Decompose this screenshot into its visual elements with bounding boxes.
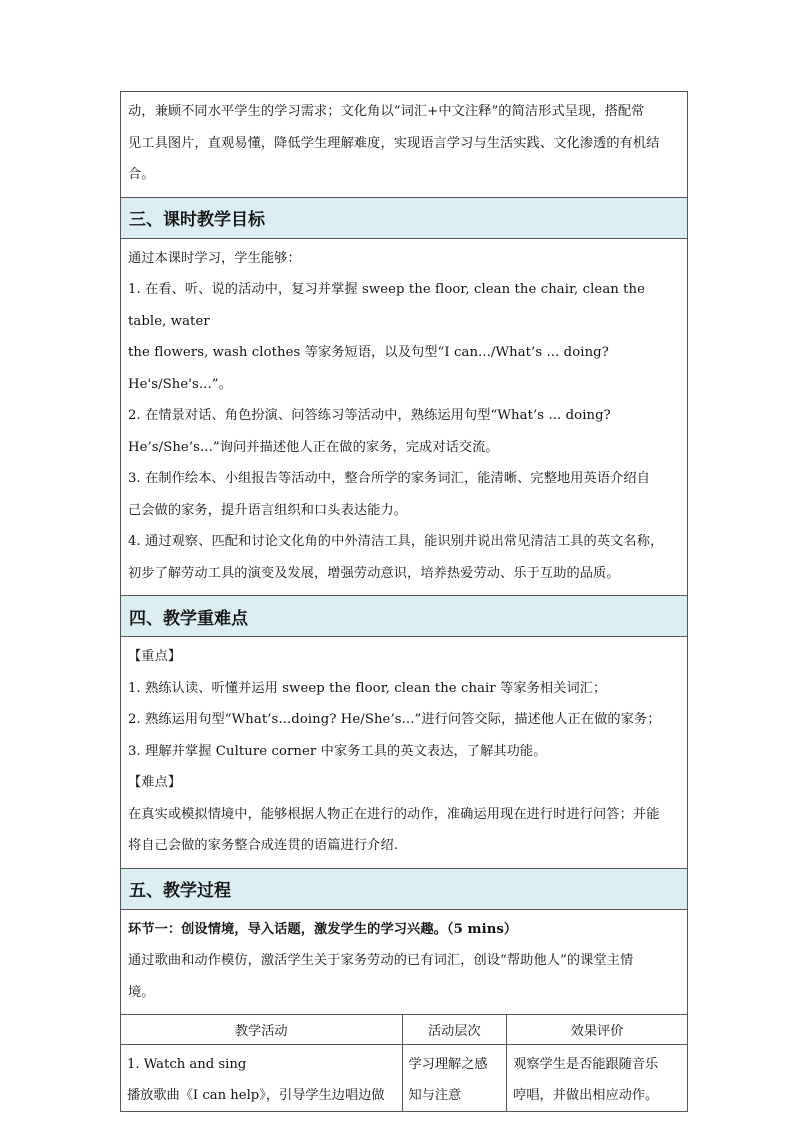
- objective-line: 3. 在制作绘本、小组报告等活动中，整合所学的家务词汇，能清晰、完整地用英语介绍自: [128, 471, 650, 486]
- section-heading-process: [121, 868, 687, 909]
- column-header-evaluation: 效果评价: [507, 1015, 687, 1045]
- section-title: 三、课时教学目标: [129, 210, 265, 230]
- objective-line: 2. 在情景对话、角色扮演、问答练习等活动中，熟练运用句型“What’s ... doing?: [128, 408, 611, 423]
- column-header-level: 活动层次: [402, 1015, 507, 1045]
- evaluation-cell: [507, 1045, 687, 1112]
- activity-cell: [121, 1045, 402, 1112]
- column-header-activity: 教学活动: [121, 1015, 402, 1045]
- level-cell: [402, 1045, 507, 1112]
- lesson-plan-sheet: [120, 91, 688, 1112]
- objective-line: 1. 在看、听、说的活动中，复习并掌握 sweep the floor, clean the chair, clean the table, water: [128, 282, 646, 329]
- objective-line: 己会做的家务，提升语言组织和口头表达能力。: [128, 502, 408, 518]
- activity-table: [121, 1014, 687, 1111]
- key-points-label: 【重点】: [128, 649, 182, 664]
- intro-line: 合。: [128, 167, 155, 182]
- key-point-line: 2. 熟练运用句型“What’s...doing? He/She’s...”进行问答交际，描述他人正在做的家务；: [128, 712, 661, 727]
- activity-line: 1. Watch and sing: [127, 1057, 247, 1072]
- level-line: 学习理解之感: [408, 1057, 488, 1072]
- section-heading-objectives: [121, 197, 687, 238]
- objective-line: 初步了解劳动工具的演变及发展，增强劳动意识，培养热爱劳动、乐于互助的品质。: [128, 565, 620, 581]
- step-title: 环节一：创设情境，导入话题，激发学生的学习兴趣。（5 mins）: [128, 921, 518, 937]
- process-step-block: [121, 909, 687, 1015]
- level-line: 知与注意: [408, 1088, 462, 1103]
- section-heading-key-points: [121, 595, 687, 636]
- difficulty-line: 在真实或模拟情境中，能够根据人物正在进行的动作，准确运用现在进行时进行问答；并能: [128, 806, 660, 822]
- difficulty-label: 【难点】: [128, 775, 182, 790]
- key-points-block: [121, 636, 687, 868]
- table-row: [121, 1045, 687, 1112]
- intro-line: 动，兼顾不同水平学生的学习需求；文化角以“词汇+中文注释”的简洁形式呈现，搭配常: [128, 104, 645, 119]
- objectives-block: [121, 238, 687, 596]
- activity-line: 播放歌曲《I can help》，引导学生边唱边做: [127, 1088, 385, 1103]
- intro-block: [121, 91, 687, 197]
- objective-line: 通过本课时学习，学生能够：: [128, 250, 301, 266]
- key-point-line: 3. 理解并掌握 Culture corner 中家务工具的英文表达，了解其功能。: [128, 743, 547, 759]
- table-header-row: [121, 1015, 687, 1045]
- objective-line: 4. 通过观察、匹配和讨论文化角的中外清洁工具，能识别并说出常见清洁工具的英文名称，: [128, 534, 664, 549]
- step-line: 通过歌曲和动作模仿，激活学生关于家务劳动的已有词汇，创设“帮助他人”的课堂主情: [128, 953, 634, 968]
- key-point-line: 1. 熟练认读、听懂并运用 sweep the floor, clean the chair 等家务相关词汇；: [128, 680, 607, 696]
- objective-line: the flowers, wash clothes 等家务短语，以及句型“I can.../What’s ... doing? He's/She's...”。: [128, 345, 609, 392]
- step-line: 境。: [128, 984, 155, 1000]
- objective-line: He’s/She’s...”询问并描述他人正在做的家务，完成对话交流。: [128, 439, 499, 455]
- section-title: 五、教学过程: [129, 881, 231, 901]
- section-title: 四、教学重难点: [129, 608, 248, 629]
- evaluation-line: 哼唱，并做出相应动作。: [513, 1088, 659, 1103]
- intro-line: 见工具图片，直观易懂，降低学生理解难度，实现语言学习与生活实践、文化渗透的有机结: [128, 135, 660, 151]
- difficulty-line: 将自己会做的家务整合成连贯的语篇进行介绍.: [128, 838, 399, 853]
- evaluation-line: 观察学生是否能跟随音乐: [513, 1057, 659, 1072]
